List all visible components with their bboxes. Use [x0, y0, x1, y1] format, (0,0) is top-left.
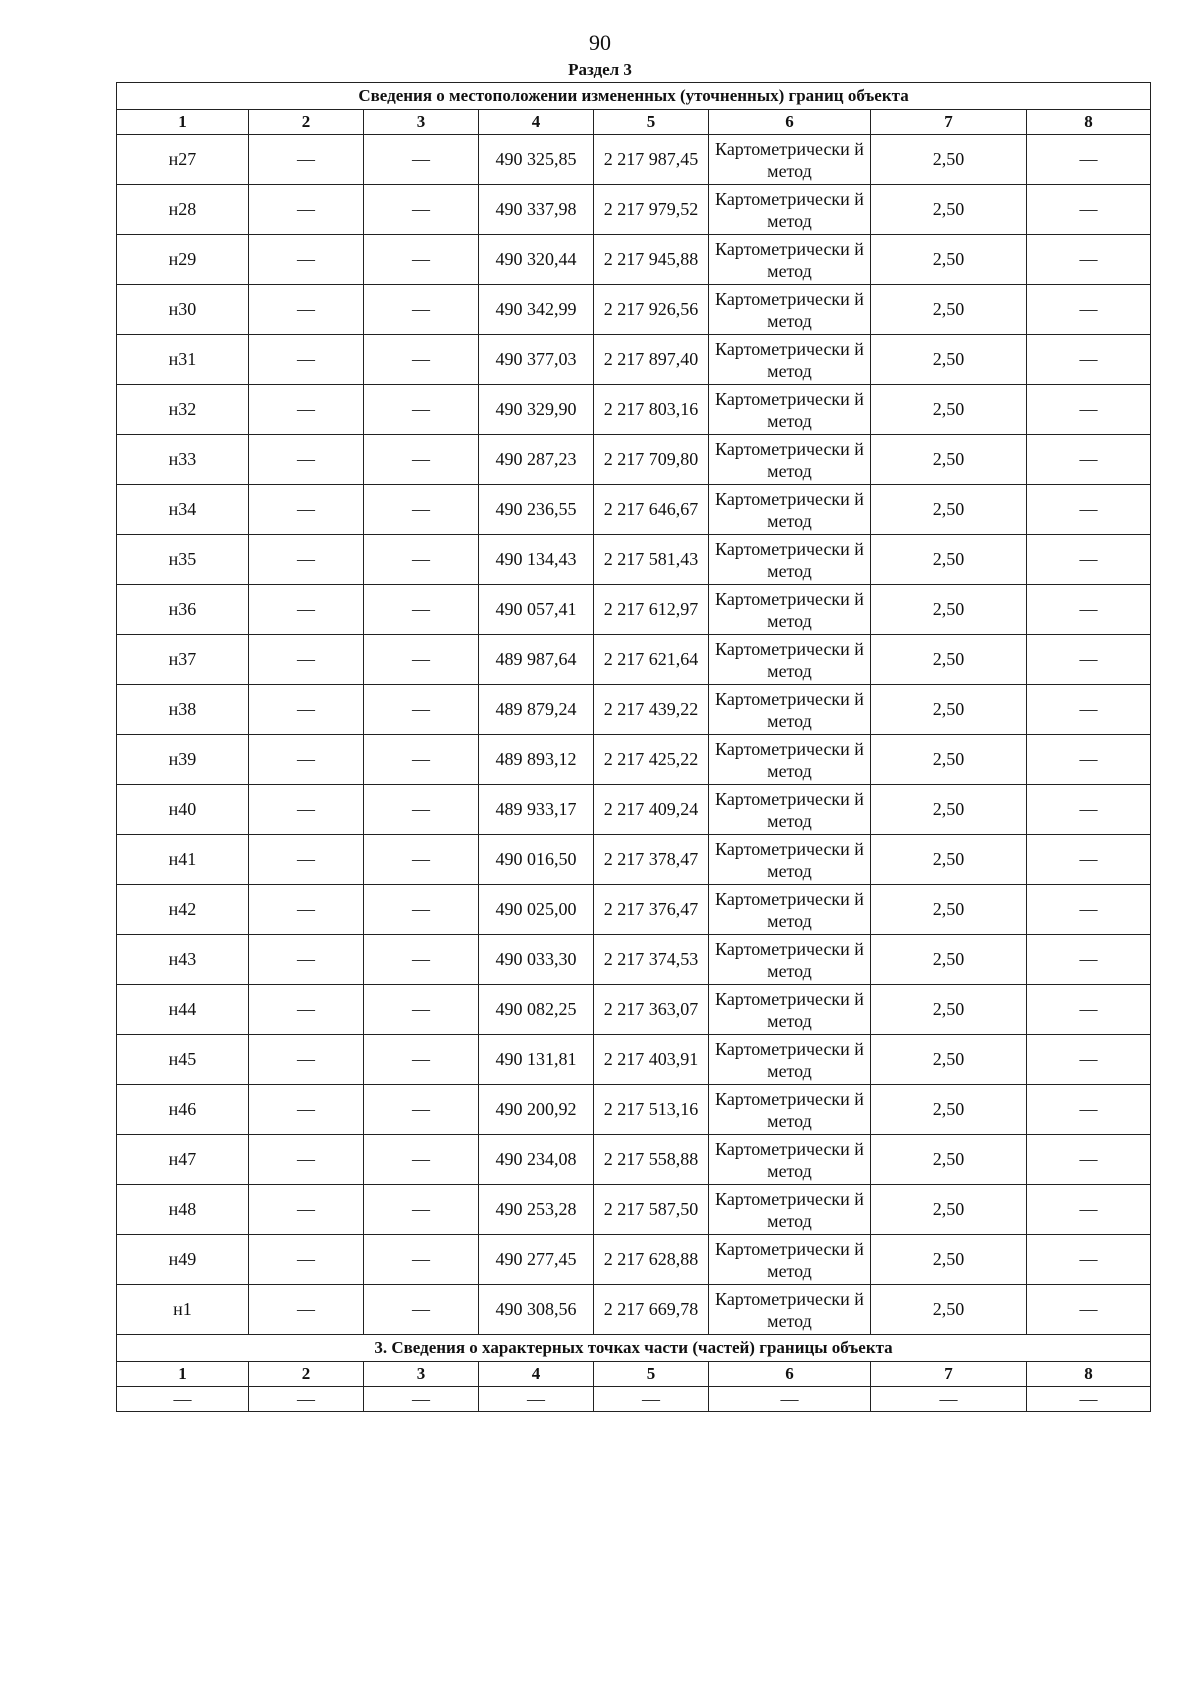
point-name-cell: н34 [117, 485, 249, 535]
coordinate-y-cell: 2 217 403,91 [594, 1035, 709, 1085]
point-name-cell: н1 [117, 1285, 249, 1335]
coordinate-y-cell: 2 217 628,88 [594, 1235, 709, 1285]
empty-value-cell: — [249, 985, 364, 1035]
empty-value-cell: — [364, 385, 479, 435]
empty-value-cell: — [1027, 435, 1151, 485]
table-row [117, 335, 1151, 385]
table-caption: Сведения о местоположении измененных (уточненных) границ объекта [117, 83, 1151, 110]
table-row [117, 835, 1151, 885]
accuracy-cell: 2,50 [871, 985, 1027, 1035]
coordinate-x-cell: 490 234,08 [479, 1135, 594, 1185]
accuracy-cell: 2,50 [871, 285, 1027, 335]
table-row [117, 635, 1151, 685]
part-empty-cell: — [594, 1387, 709, 1412]
point-name-cell: н31 [117, 335, 249, 385]
coordinate-y-cell: 2 217 979,52 [594, 185, 709, 235]
page-number: 90 [589, 30, 611, 55]
accuracy-cell: 2,50 [871, 1135, 1027, 1185]
empty-value-cell: — [364, 885, 479, 935]
coordinate-y-cell: 2 217 363,07 [594, 985, 709, 1035]
empty-value-cell: — [1027, 1085, 1151, 1135]
column-number: 1 [117, 110, 249, 135]
coordinate-y-cell: 2 217 926,56 [594, 285, 709, 335]
coordinate-y-cell: 2 217 897,40 [594, 335, 709, 385]
part-empty-cell: — [871, 1387, 1027, 1412]
coordinate-x-cell: 489 987,64 [479, 635, 594, 685]
method-cell: Картометрически й метод [709, 135, 871, 185]
part-table-row [117, 1387, 1151, 1412]
column-number: 7 [871, 1362, 1027, 1387]
table-row [117, 1085, 1151, 1135]
empty-value-cell: — [1027, 235, 1151, 285]
accuracy-cell: 2,50 [871, 1085, 1027, 1135]
point-name-cell: н39 [117, 735, 249, 785]
empty-value-cell: — [364, 935, 479, 985]
coordinate-y-cell: 2 217 709,80 [594, 435, 709, 485]
method-cell: Картометрически й метод [709, 985, 871, 1035]
coordinate-y-cell: 2 217 669,78 [594, 1285, 709, 1335]
coordinate-x-cell: 490 320,44 [479, 235, 594, 285]
accuracy-cell: 2,50 [871, 385, 1027, 435]
empty-value-cell: — [1027, 885, 1151, 935]
method-cell: Картометрически й метод [709, 335, 871, 385]
coordinate-x-cell: 490 057,41 [479, 585, 594, 635]
empty-value-cell: — [249, 1285, 364, 1335]
table-row [117, 135, 1151, 185]
point-name-cell: н29 [117, 235, 249, 285]
empty-value-cell: — [1027, 1285, 1151, 1335]
coordinate-x-cell: 490 134,43 [479, 535, 594, 585]
empty-value-cell: — [249, 1035, 364, 1085]
coordinate-y-cell: 2 217 439,22 [594, 685, 709, 735]
empty-value-cell: — [364, 985, 479, 1035]
coordinate-x-cell: 490 025,00 [479, 885, 594, 935]
part-section-caption-row [117, 1335, 1151, 1362]
accuracy-cell: 2,50 [871, 435, 1027, 485]
column-number: 8 [1027, 110, 1151, 135]
empty-value-cell: — [249, 685, 364, 735]
method-cell: Картометрически й метод [709, 1035, 871, 1085]
table-row [117, 285, 1151, 335]
method-cell: Картометрически й метод [709, 185, 871, 235]
accuracy-cell: 2,50 [871, 185, 1027, 235]
accuracy-cell: 2,50 [871, 785, 1027, 835]
empty-value-cell: — [249, 1085, 364, 1135]
method-cell: Картометрически й метод [709, 435, 871, 485]
point-name-cell: н36 [117, 585, 249, 635]
coordinate-y-cell: 2 217 376,47 [594, 885, 709, 935]
table-row [117, 935, 1151, 985]
coordinate-y-cell: 2 217 581,43 [594, 535, 709, 585]
empty-value-cell: — [1027, 385, 1151, 435]
empty-value-cell: — [249, 485, 364, 535]
empty-value-cell: — [249, 735, 364, 785]
empty-value-cell: — [249, 235, 364, 285]
empty-value-cell: — [1027, 585, 1151, 635]
empty-value-cell: — [364, 1285, 479, 1335]
column-number: 2 [249, 1362, 364, 1387]
empty-value-cell: — [1027, 985, 1151, 1035]
boundary-table-body [117, 83, 1151, 1412]
coordinate-x-cell: 489 933,17 [479, 785, 594, 835]
coordinate-x-cell: 490 377,03 [479, 335, 594, 385]
coordinate-x-cell: 490 033,30 [479, 935, 594, 985]
empty-value-cell: — [249, 1185, 364, 1235]
point-name-cell: н49 [117, 1235, 249, 1285]
coordinate-x-cell: 490 325,85 [479, 135, 594, 185]
point-name-cell: н48 [117, 1185, 249, 1235]
point-name-cell: н30 [117, 285, 249, 335]
empty-value-cell: — [364, 1035, 479, 1085]
accuracy-cell: 2,50 [871, 1035, 1027, 1085]
method-cell: Картометрически й метод [709, 935, 871, 985]
column-number: 6 [709, 110, 871, 135]
empty-value-cell: — [364, 235, 479, 285]
method-cell: Картометрически й метод [709, 585, 871, 635]
method-cell: Картометрически й метод [709, 535, 871, 585]
empty-value-cell: — [249, 385, 364, 435]
coordinate-y-cell: 2 217 425,22 [594, 735, 709, 785]
empty-value-cell: — [249, 585, 364, 635]
table-row [117, 585, 1151, 635]
method-cell: Картометрически й метод [709, 1285, 871, 1335]
method-cell: Картометрически й метод [709, 1235, 871, 1285]
method-cell: Картометрически й метод [709, 635, 871, 685]
method-cell: Картометрически й метод [709, 285, 871, 335]
empty-value-cell: — [249, 1235, 364, 1285]
empty-value-cell: — [364, 1135, 479, 1185]
point-name-cell: н41 [117, 835, 249, 885]
column-number: 7 [871, 110, 1027, 135]
table-row [117, 1185, 1151, 1235]
coordinate-x-cell: 489 879,24 [479, 685, 594, 735]
table-row [117, 485, 1151, 535]
empty-value-cell: — [364, 435, 479, 485]
part-empty-cell: — [364, 1387, 479, 1412]
accuracy-cell: 2,50 [871, 885, 1027, 935]
empty-value-cell: — [249, 785, 364, 835]
coordinate-y-cell: 2 217 646,67 [594, 485, 709, 535]
accuracy-cell: 2,50 [871, 135, 1027, 185]
column-number: 4 [479, 1362, 594, 1387]
empty-value-cell: — [364, 1085, 479, 1135]
column-number: 5 [594, 1362, 709, 1387]
section-title: Раздел 3 [568, 60, 632, 79]
empty-value-cell: — [364, 785, 479, 835]
coordinate-x-cell: 489 893,12 [479, 735, 594, 785]
empty-value-cell: — [1027, 935, 1151, 985]
empty-value-cell: — [364, 835, 479, 885]
table-row [117, 785, 1151, 835]
point-name-cell: н47 [117, 1135, 249, 1185]
part-empty-cell: — [479, 1387, 594, 1412]
table-row [117, 1135, 1151, 1185]
accuracy-cell: 2,50 [871, 835, 1027, 885]
empty-value-cell: — [364, 585, 479, 635]
method-cell: Картометрически й метод [709, 885, 871, 935]
part-empty-cell: — [709, 1387, 871, 1412]
empty-value-cell: — [1027, 785, 1151, 835]
accuracy-cell: 2,50 [871, 685, 1027, 735]
coordinate-x-cell: 490 277,45 [479, 1235, 594, 1285]
empty-value-cell: — [249, 535, 364, 585]
empty-value-cell: — [1027, 735, 1151, 785]
table-row [117, 385, 1151, 435]
empty-value-cell: — [1027, 1185, 1151, 1235]
empty-value-cell: — [364, 535, 479, 585]
accuracy-cell: 2,50 [871, 1285, 1027, 1335]
column-number: 8 [1027, 1362, 1151, 1387]
empty-value-cell: — [1027, 485, 1151, 535]
empty-value-cell: — [249, 185, 364, 235]
coordinate-y-cell: 2 217 558,88 [594, 1135, 709, 1185]
coordinate-x-cell: 490 329,90 [479, 385, 594, 435]
boundary-table [116, 82, 1151, 1412]
table-row [117, 235, 1151, 285]
empty-value-cell: — [249, 1135, 364, 1185]
method-cell: Картометрически й метод [709, 685, 871, 735]
empty-value-cell: — [364, 285, 479, 335]
accuracy-cell: 2,50 [871, 335, 1027, 385]
empty-value-cell: — [249, 885, 364, 935]
table-row [117, 435, 1151, 485]
accuracy-cell: 2,50 [871, 535, 1027, 585]
table-row [117, 1285, 1151, 1335]
empty-value-cell: — [364, 185, 479, 235]
accuracy-cell: 2,50 [871, 935, 1027, 985]
empty-value-cell: — [1027, 635, 1151, 685]
empty-value-cell: — [249, 935, 364, 985]
part-empty-cell: — [249, 1387, 364, 1412]
empty-value-cell: — [364, 135, 479, 185]
table-caption-row [117, 83, 1151, 110]
empty-value-cell: — [1027, 835, 1151, 885]
empty-value-cell: — [1027, 1035, 1151, 1085]
table-row [117, 535, 1151, 585]
accuracy-cell: 2,50 [871, 1185, 1027, 1235]
empty-value-cell: — [1027, 285, 1151, 335]
column-number: 5 [594, 110, 709, 135]
accuracy-cell: 2,50 [871, 485, 1027, 535]
coordinate-x-cell: 490 253,28 [479, 1185, 594, 1235]
coordinate-y-cell: 2 217 621,64 [594, 635, 709, 685]
empty-value-cell: — [1027, 685, 1151, 735]
accuracy-cell: 2,50 [871, 1235, 1027, 1285]
empty-value-cell: — [249, 835, 364, 885]
empty-value-cell: — [364, 735, 479, 785]
column-number-row [117, 110, 1151, 135]
coordinate-y-cell: 2 217 612,97 [594, 585, 709, 635]
part-section-caption: 3. Сведения о характерных точках части (частей) границы объекта [117, 1335, 1151, 1362]
coordinate-x-cell: 490 342,99 [479, 285, 594, 335]
point-name-cell: н46 [117, 1085, 249, 1135]
empty-value-cell: — [364, 335, 479, 385]
point-name-cell: н33 [117, 435, 249, 485]
coordinate-x-cell: 490 082,25 [479, 985, 594, 1035]
coordinate-x-cell: 490 016,50 [479, 835, 594, 885]
coordinate-x-cell: 490 337,98 [479, 185, 594, 235]
part-empty-cell: — [117, 1387, 249, 1412]
table-row [117, 185, 1151, 235]
empty-value-cell: — [364, 1185, 479, 1235]
table-row [117, 1035, 1151, 1085]
empty-value-cell: — [249, 285, 364, 335]
table-row [117, 985, 1151, 1035]
coordinate-x-cell: 490 131,81 [479, 1035, 594, 1085]
method-cell: Картометрически й метод [709, 1085, 871, 1135]
coordinate-y-cell: 2 217 945,88 [594, 235, 709, 285]
point-name-cell: н32 [117, 385, 249, 435]
coordinate-y-cell: 2 217 513,16 [594, 1085, 709, 1135]
point-name-cell: н28 [117, 185, 249, 235]
coordinate-y-cell: 2 217 587,50 [594, 1185, 709, 1235]
column-number: 1 [117, 1362, 249, 1387]
empty-value-cell: — [364, 485, 479, 535]
empty-value-cell: — [249, 335, 364, 385]
method-cell: Картометрически й метод [709, 785, 871, 835]
method-cell: Картометрически й метод [709, 1135, 871, 1185]
method-cell: Картометрически й метод [709, 235, 871, 285]
point-name-cell: н37 [117, 635, 249, 685]
point-name-cell: н43 [117, 935, 249, 985]
empty-value-cell: — [249, 635, 364, 685]
table-row [117, 735, 1151, 785]
point-name-cell: н42 [117, 885, 249, 935]
point-name-cell: н35 [117, 535, 249, 585]
column-number: 2 [249, 110, 364, 135]
point-name-cell: н40 [117, 785, 249, 835]
method-cell: Картометрически й метод [709, 485, 871, 535]
column-number: 3 [364, 110, 479, 135]
accuracy-cell: 2,50 [871, 635, 1027, 685]
empty-value-cell: — [1027, 185, 1151, 235]
accuracy-cell: 2,50 [871, 735, 1027, 785]
method-cell: Картометрически й метод [709, 835, 871, 885]
point-name-cell: н27 [117, 135, 249, 185]
method-cell: Картометрически й метод [709, 1185, 871, 1235]
coordinate-x-cell: 490 200,92 [479, 1085, 594, 1135]
empty-value-cell: — [1027, 1135, 1151, 1185]
empty-value-cell: — [1027, 1235, 1151, 1285]
point-name-cell: н45 [117, 1035, 249, 1085]
table-row [117, 685, 1151, 735]
coordinate-y-cell: 2 217 378,47 [594, 835, 709, 885]
empty-value-cell: — [364, 685, 479, 735]
part-empty-cell: — [1027, 1387, 1151, 1412]
point-name-cell: н44 [117, 985, 249, 1035]
coordinate-x-cell: 490 236,55 [479, 485, 594, 535]
column-number: 6 [709, 1362, 871, 1387]
empty-value-cell: — [1027, 335, 1151, 385]
coordinate-y-cell: 2 217 374,53 [594, 935, 709, 985]
column-number: 3 [364, 1362, 479, 1387]
coordinate-y-cell: 2 217 409,24 [594, 785, 709, 835]
coordinate-y-cell: 2 217 803,16 [594, 385, 709, 435]
coordinate-y-cell: 2 217 987,45 [594, 135, 709, 185]
empty-value-cell: — [249, 135, 364, 185]
empty-value-cell: — [364, 635, 479, 685]
empty-value-cell: — [1027, 135, 1151, 185]
empty-value-cell: — [364, 1235, 479, 1285]
empty-value-cell: — [1027, 535, 1151, 585]
method-cell: Картометрически й метод [709, 735, 871, 785]
coordinate-x-cell: 490 287,23 [479, 435, 594, 485]
method-cell: Картометрически й метод [709, 385, 871, 435]
point-name-cell: н38 [117, 685, 249, 735]
column-number: 4 [479, 110, 594, 135]
table-row [117, 885, 1151, 935]
part-column-number-row [117, 1362, 1151, 1387]
coordinate-x-cell: 490 308,56 [479, 1285, 594, 1335]
accuracy-cell: 2,50 [871, 585, 1027, 635]
accuracy-cell: 2,50 [871, 235, 1027, 285]
table-row [117, 1235, 1151, 1285]
empty-value-cell: — [249, 435, 364, 485]
